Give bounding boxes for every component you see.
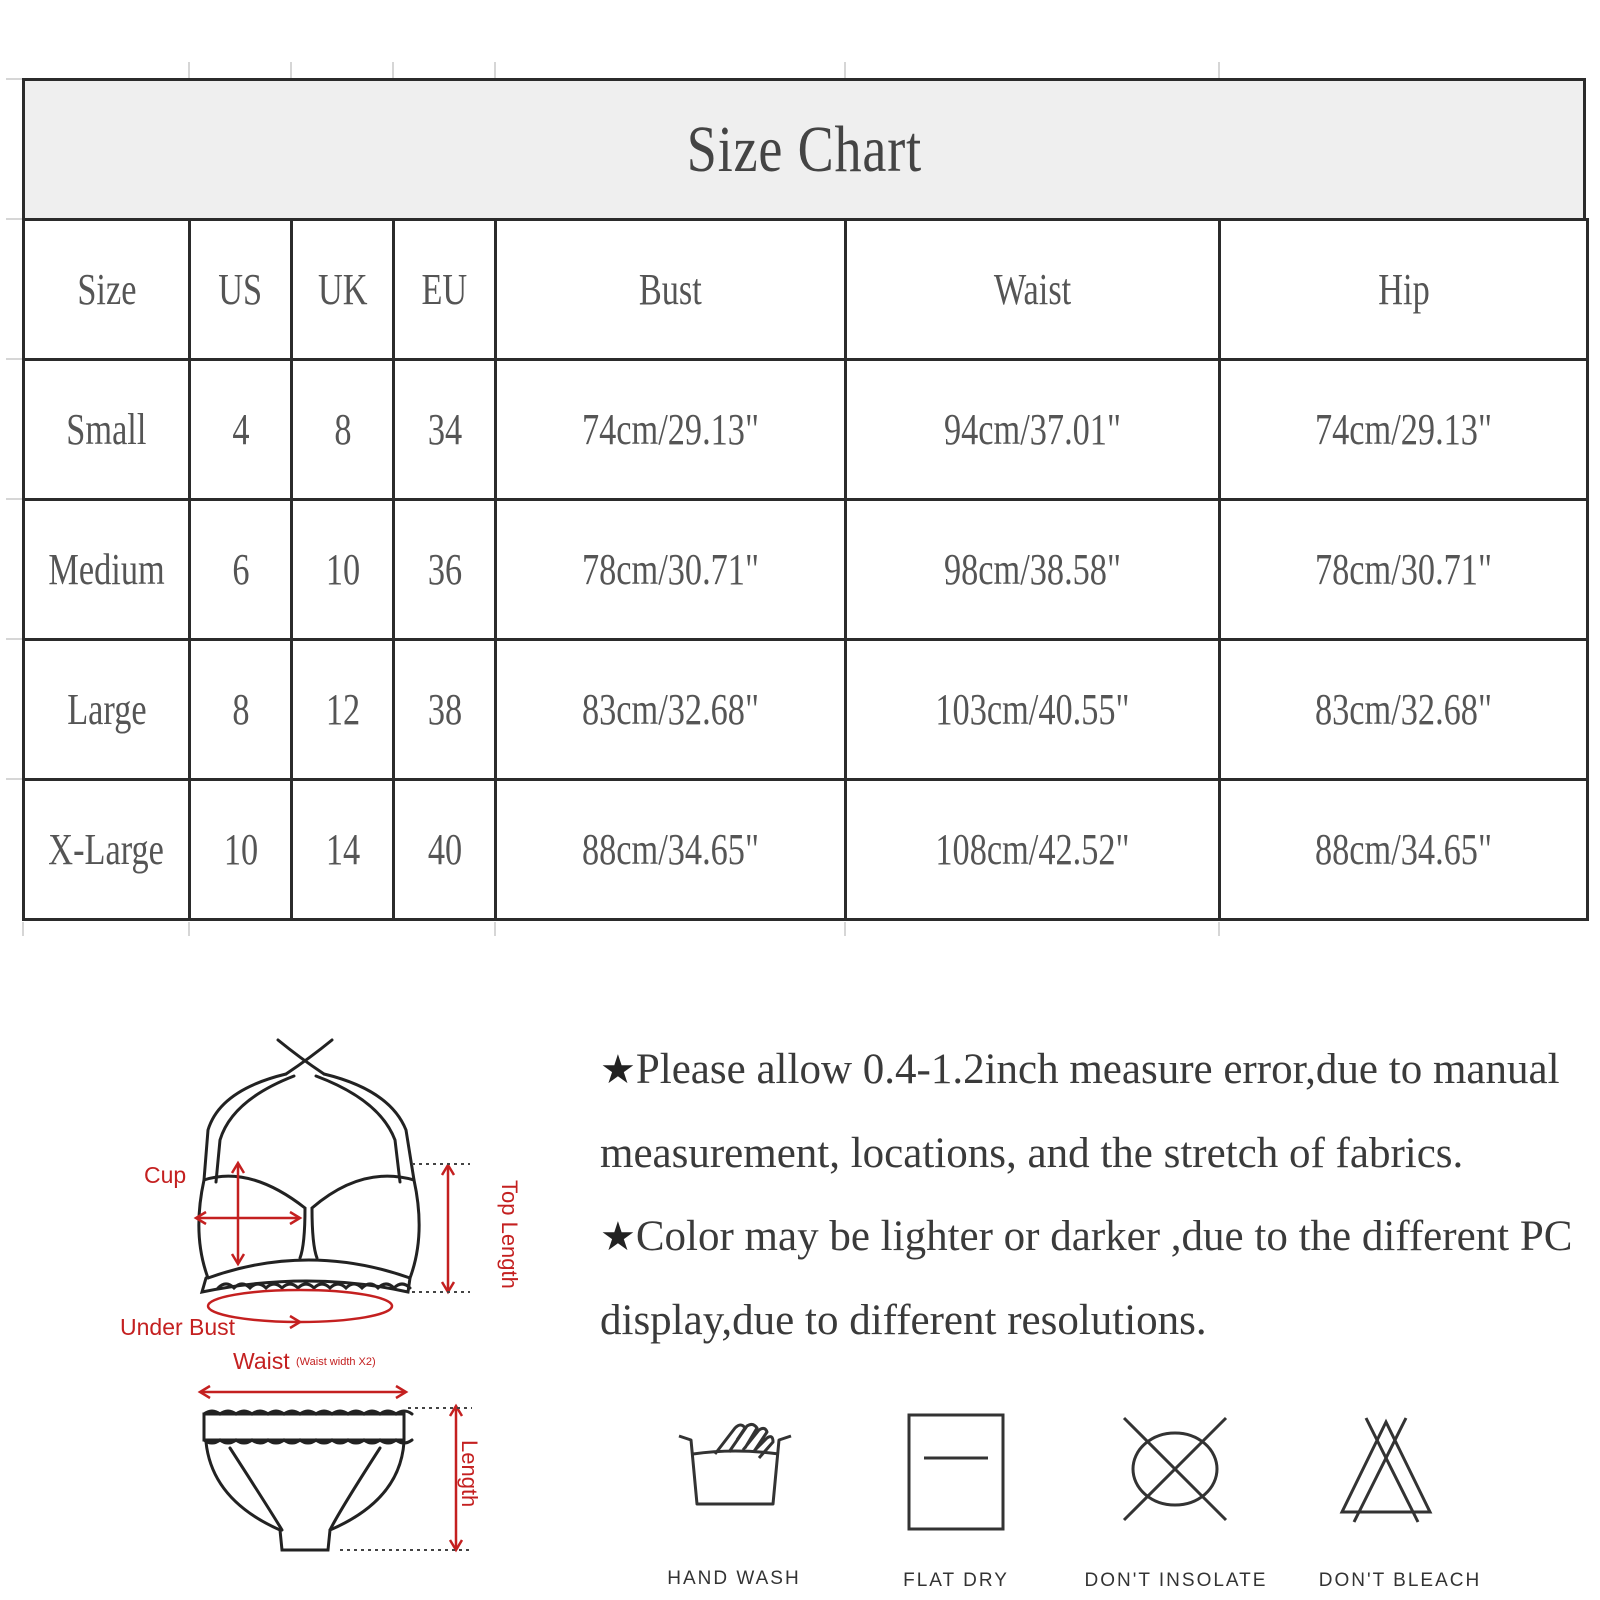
under-bust-label: Under Bust	[120, 1314, 236, 1340]
cell-text: 8	[333, 405, 352, 454]
table-cell	[496, 360, 846, 500]
table-cell	[496, 640, 846, 780]
cell-text: 108cm/42.52"	[935, 825, 1130, 874]
waist-note-label: (Waist width X2)	[296, 1356, 376, 1368]
grid-tick	[188, 922, 190, 936]
dont-insolate-icon	[1120, 1414, 1230, 1524]
header-label: UK	[317, 265, 368, 314]
size-table	[22, 218, 1589, 921]
grid-tick	[392, 62, 394, 78]
grid-tick	[494, 922, 496, 936]
table-cell	[846, 640, 1220, 780]
hand-wash-icon	[675, 1418, 795, 1528]
cell-text: 103cm/40.55"	[935, 685, 1130, 734]
header-label: Hip	[1377, 265, 1430, 314]
table-cell	[496, 500, 846, 640]
cell-text: 78cm/30.71"	[581, 545, 760, 594]
table-cell	[24, 640, 190, 780]
table-header-row	[24, 220, 1588, 360]
table-row	[24, 780, 1588, 920]
table-cell	[846, 500, 1220, 640]
table-cell	[846, 780, 1220, 920]
table-cell	[394, 640, 496, 780]
grid-tick	[6, 498, 22, 500]
table-cell	[292, 500, 394, 640]
note-text: Color may be lighter or darker ,due to the different PC display,due to different resolutions.	[600, 1213, 1573, 1344]
dont-bleach-icon	[1336, 1414, 1436, 1524]
cell-text: 40	[427, 825, 462, 874]
table-cell	[1220, 780, 1588, 920]
size-chart-title-bar	[22, 78, 1586, 218]
grid-tick	[6, 358, 22, 360]
cell-text: 78cm/30.71"	[1314, 545, 1493, 594]
table-cell	[846, 360, 1220, 500]
cell-text: 74cm/29.13"	[1314, 405, 1493, 454]
cell-text: 14	[325, 825, 360, 874]
table-row	[24, 360, 1588, 500]
table-cell	[292, 780, 394, 920]
measurement-diagram	[100, 1030, 520, 1590]
cell-text: 10	[223, 825, 258, 874]
grid-tick	[1218, 922, 1220, 936]
table-cell	[1220, 640, 1588, 780]
care-label-flat-dry: FLAT DRY	[903, 1570, 1009, 1591]
cell-text: 88cm/34.65"	[581, 825, 760, 874]
note-text: Please allow 0.4-1.2inch measure error,due to manual measurement, locations, and the stretch of fabrics.	[600, 1046, 1560, 1177]
note-measure-error	[600, 1028, 1580, 1195]
header-label: Size	[76, 265, 137, 314]
grid-tick	[6, 218, 22, 220]
care-label-hand-wash: HAND WASH	[667, 1568, 801, 1589]
cell-text: 6	[231, 545, 250, 594]
grid-tick	[290, 62, 292, 78]
table-cell	[24, 780, 190, 920]
table-cell	[190, 780, 292, 920]
table-cell	[190, 640, 292, 780]
cell-text: 88cm/34.65"	[1314, 825, 1493, 874]
cell-text: 36	[427, 545, 462, 594]
table-cell	[496, 780, 846, 920]
cell-text: Medium	[48, 545, 165, 594]
cell-text: 83cm/32.68"	[581, 685, 760, 734]
grid-tick	[188, 62, 190, 78]
grid-tick	[6, 778, 22, 780]
table-cell	[24, 500, 190, 640]
table-cell	[394, 500, 496, 640]
table-cell	[190, 360, 292, 500]
care-notes	[600, 1028, 1580, 1362]
table-cell	[292, 360, 394, 500]
length-label: Length	[457, 1440, 482, 1508]
cell-text: 74cm/29.13"	[581, 405, 760, 454]
cell-text: 34	[427, 405, 462, 454]
cell-text: 4	[231, 405, 250, 454]
table-cell	[190, 500, 292, 640]
table-cell	[292, 640, 394, 780]
size-chart-title: Size Chart	[686, 112, 922, 186]
top-length-label: Top Length	[497, 1180, 522, 1289]
header-label: US	[218, 265, 263, 314]
table-cell	[1220, 360, 1588, 500]
cell-text: 8	[231, 685, 250, 734]
care-label-dont-insolate: DON'T INSOLATE	[1084, 1570, 1268, 1591]
note-color	[600, 1195, 1580, 1362]
grid-tick	[844, 922, 846, 936]
grid-tick	[1218, 62, 1220, 78]
cell-text: Large	[66, 685, 147, 734]
cell-text: X-Large	[48, 825, 165, 874]
table-row	[24, 500, 1588, 640]
grid-tick	[494, 62, 496, 78]
cell-text: Small	[66, 405, 147, 454]
table-cell	[394, 780, 496, 920]
grid-tick	[844, 62, 846, 78]
size-chart	[22, 78, 1586, 921]
header-label: Waist	[993, 265, 1072, 314]
table-cell	[1220, 500, 1588, 640]
cell-text: 83cm/32.68"	[1314, 685, 1493, 734]
waist-label: Waist	[233, 1348, 290, 1374]
cell-text: 12	[325, 685, 360, 734]
cell-text: 94cm/37.01"	[943, 405, 1122, 454]
flat-dry-icon	[906, 1412, 1006, 1532]
care-label-dont-bleach: DON'T BLEACH	[1318, 1570, 1482, 1591]
header-waist	[846, 220, 1220, 360]
star-icon: ★	[600, 1214, 636, 1260]
table-cell	[394, 360, 496, 500]
cup-label: Cup	[144, 1162, 187, 1188]
grid-tick	[6, 638, 22, 640]
table-cell	[24, 360, 190, 500]
table-row	[24, 640, 1588, 780]
grid-tick	[22, 922, 24, 936]
cell-text: 10	[325, 545, 360, 594]
header-us	[190, 220, 292, 360]
header-bust	[496, 220, 846, 360]
cell-text: 38	[427, 685, 462, 734]
header-uk	[292, 220, 394, 360]
header-label: Bust	[639, 265, 702, 314]
header-eu	[394, 220, 496, 360]
header-size	[24, 220, 190, 360]
header-label: EU	[421, 265, 468, 314]
grid-tick	[6, 78, 22, 80]
star-icon: ★	[600, 1047, 636, 1093]
header-hip	[1220, 220, 1588, 360]
cell-text: 98cm/38.58"	[943, 545, 1122, 594]
